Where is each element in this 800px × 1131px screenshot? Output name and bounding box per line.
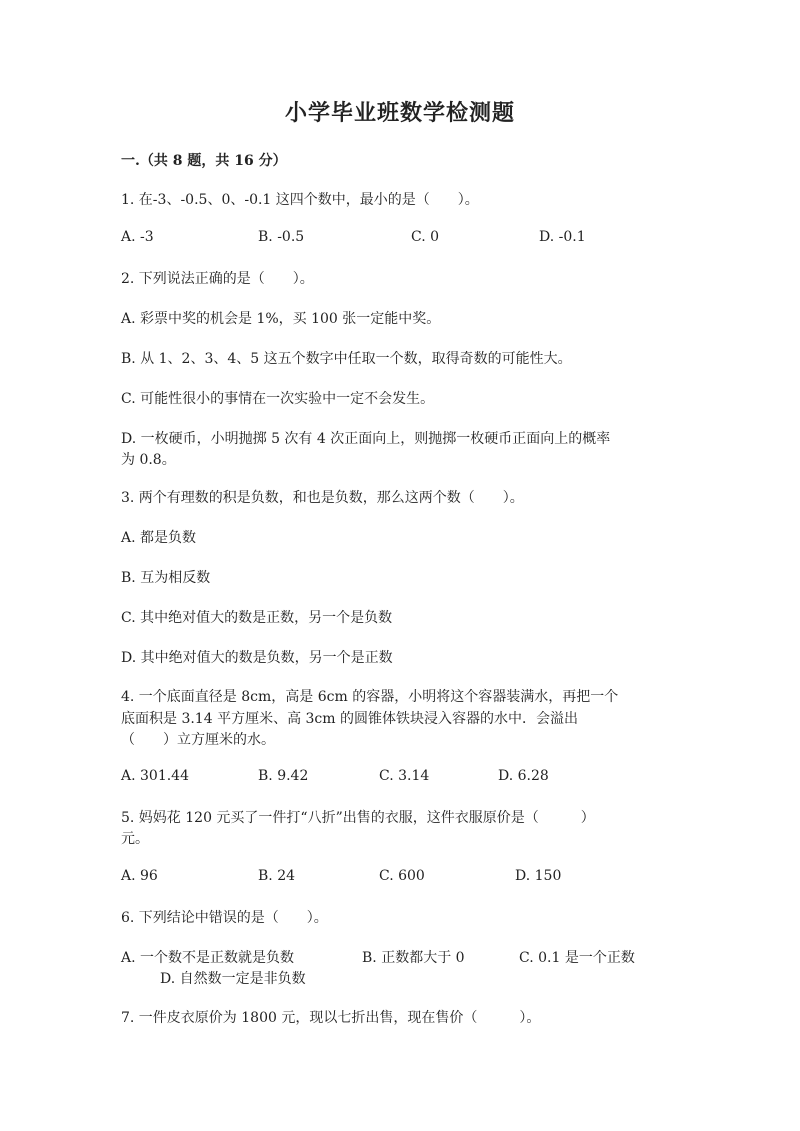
question-4-stem-line-3: （ ）立方厘米的水。 [121,732,275,748]
question-2-stem: 2. 下列说法正确的是（ ）。 [121,271,314,287]
question-5-stem-line-1: 5. 妈妈花 120 元买了一件打“八折”出售的衣服，这件衣服原价是（ ） [121,810,595,826]
q5-option-c: C. 600 [379,868,425,884]
q6-option-c: C. 0.1 是一个正数 [519,950,635,966]
q1-option-d: D. -0.1 [539,229,586,245]
q5-option-a: A. 96 [121,868,158,884]
question-6-stem: 6. 下列结论中错误的是（ ）。 [121,910,328,926]
q4-option-a: A. 301.44 [121,768,189,784]
q1-option-a: A. -3 [121,229,154,245]
q4-option-d: D. 6.28 [498,768,549,784]
question-7-stem: 7. 一件皮衣原价为 1800 元，现以七折出售，现在售价（ ）。 [121,1010,541,1026]
q3-option-c: C. 其中绝对值大的数是正数，另一个是负数 [121,610,393,626]
q5-option-b: B. 24 [258,868,296,884]
q1-option-c: C. 0 [411,229,440,245]
q6-option-d: D. 自然数一定是非负数 [160,971,306,987]
q1-option-b: B. -0.5 [258,229,305,245]
q2-option-a: A. 彩票中奖的机会是 1%，买 100 张一定能中奖。 [121,311,441,327]
q2-option-d: D. 一枚硬币，小明抛掷 5 次有 4 次正面向上，则抛掷一枚硬币正面向上的概率 [121,431,611,447]
q3-option-d: D. 其中绝对值大的数是负数，另一个是正数 [121,650,393,666]
question-4-stem-line-2: 底面积是 3.14 平方厘米、高 3cm 的圆锥体铁块浸入容器的水中．会溢出 [121,711,578,727]
q2-option-b: B. 从 1、2、3、4、5 这五个数字中任取一个数，取得奇数的可能性大。 [121,351,572,367]
q5-option-d: D. 150 [515,868,562,884]
page-title: 小学毕业班数学检测题 [284,100,515,126]
question-5-stem-line-2: 元。 [121,831,149,847]
question-3-stem: 3. 两个有理数的积是负数，和也是负数，那么这两个数（ ）。 [121,490,524,506]
q6-option-b: B. 正数都大于 0 [362,950,465,966]
q6-option-a: A. 一个数不是正数就是负数 [121,950,295,966]
question-4-stem-line-1: 4. 一个底面直径是 8cm，高是 6cm 的容器，小明将这个容器装满水，再把一个 [121,689,619,705]
q3-option-a: A. 都是负数 [121,530,197,546]
q4-option-c: C. 3.14 [379,768,430,784]
question-1-stem: 1. 在-3、-0.5、0、-0.1 这四个数中，最小的是（ ）。 [121,192,479,208]
q2-option-c: C. 可能性很小的事情在一次实验中一定不会发生。 [121,391,435,407]
section-heading: 一.（共 8 题，共 16 分） [121,153,287,169]
q2-option-d-continued: 为 0.8。 [121,452,176,468]
q4-option-b: B. 9.42 [258,768,309,784]
q3-option-b: B. 互为相反数 [121,570,211,586]
